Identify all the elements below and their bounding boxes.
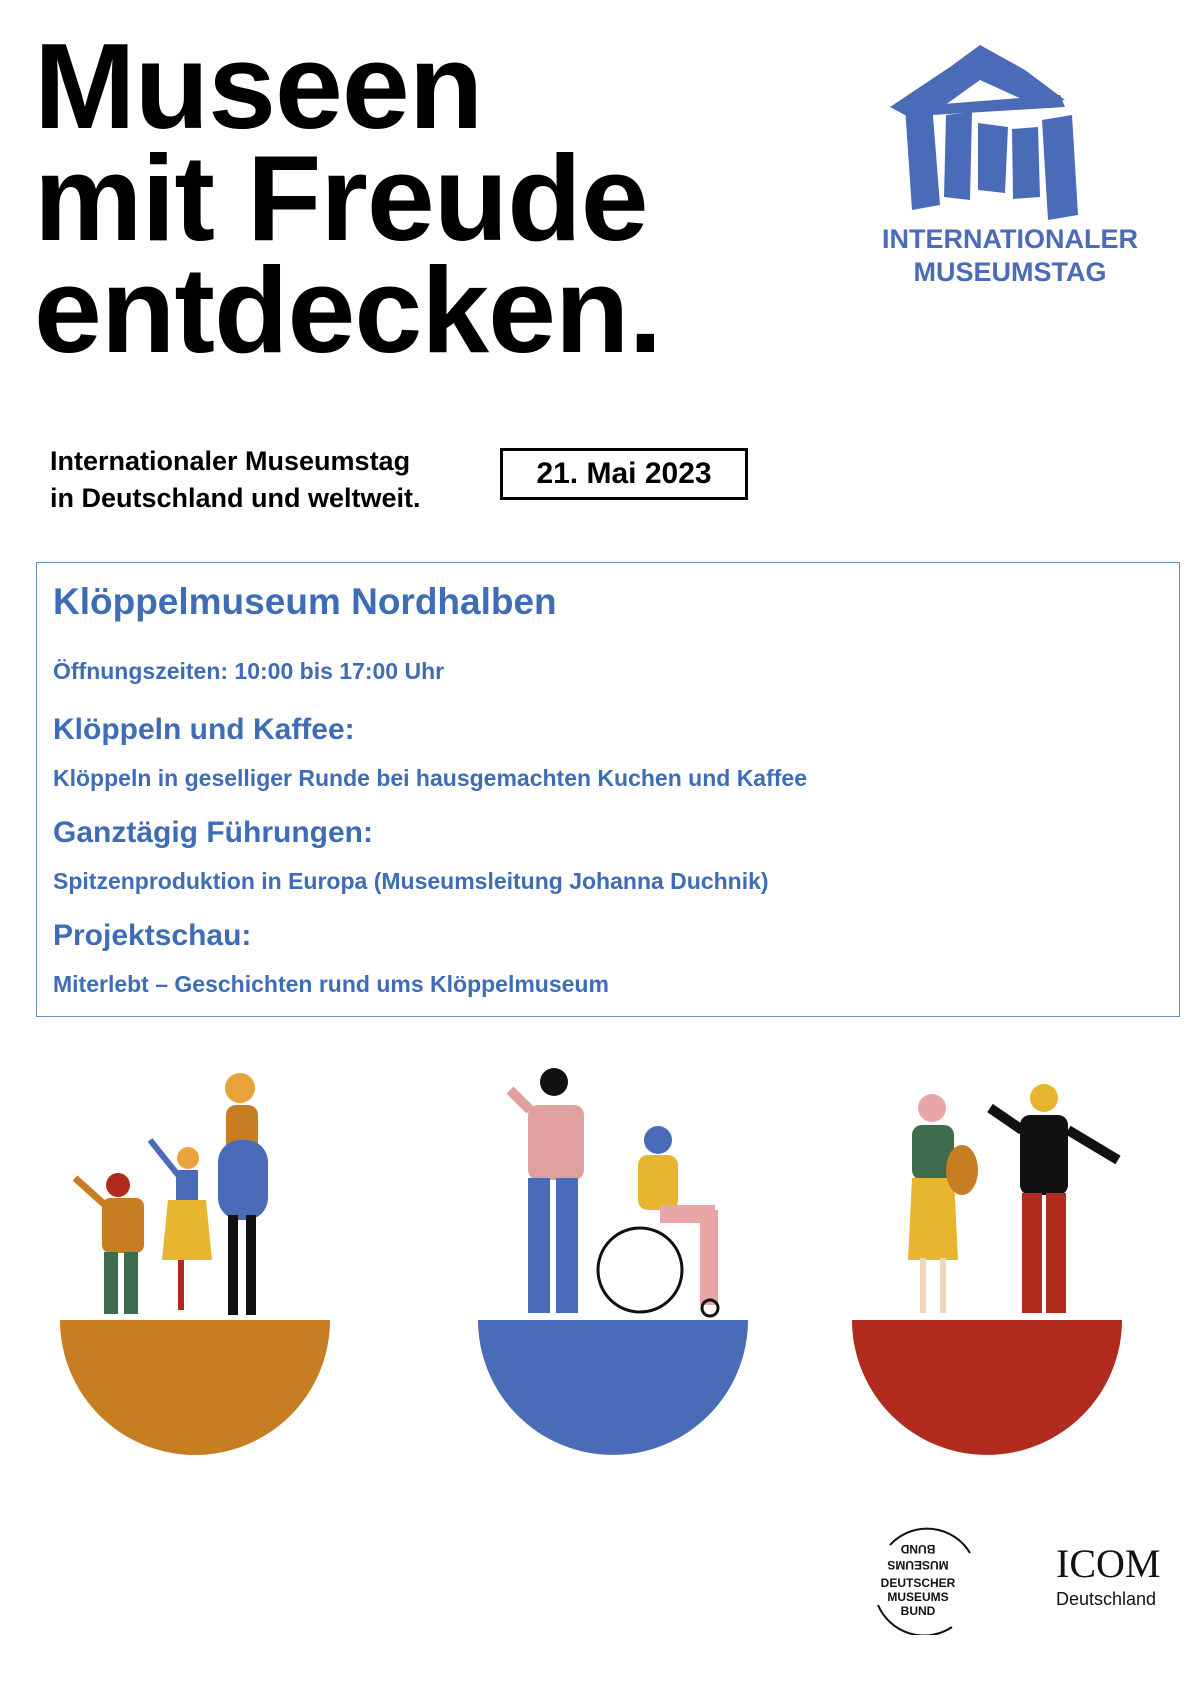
partner-logos [860,1525,1160,1635]
subline-line-1: Internationaler Museumstag [50,446,411,476]
icom-logo-icon [1056,1541,1160,1609]
icom-sub: Deutschland [1056,1589,1157,1609]
event-description: Spitzenproduktion in Europa (Museumsleitung Johanna Duchnik) [53,868,769,894]
dmb-line: MUSEUMS [887,1558,949,1572]
headline [34,18,662,378]
subline-line-2: in Deutschland und weltweit. [50,483,421,513]
headline-line-2: mit Freude [34,130,648,266]
visitors-illustration [0,1060,1201,1490]
event-description: Klöppeln in geselliger Runde bei hausgemachten Kuchen und Kaffee [53,765,808,791]
museumstag-logo-text [860,223,1160,289]
family-group-icon [60,1073,330,1455]
event-title: Projektschau: [53,919,252,952]
dmb-line: BUND [900,1542,936,1556]
subline [50,443,421,517]
museum-info-box [36,562,1180,1017]
logo-line-2: MUSEUMSTAG [913,257,1107,287]
dmb-line: DEUTSCHER [880,1576,956,1590]
event-title: Ganztägig Führungen: [53,816,373,849]
event-date: 21. Mai 2023 [500,448,748,500]
deutscher-museumsbund-logo-icon [878,1529,970,1635]
dmb-line: BUND [900,1604,936,1618]
headline-line-3: entdecken. [34,242,662,378]
event-title: Klöppeln und Kaffee: [53,713,355,746]
dmb-line: MUSEUMS [887,1590,949,1604]
logo-line-1: INTERNATIONALER [882,224,1138,254]
conversation-group-icon [852,1084,1122,1455]
headline-line-1: Museen [34,18,483,154]
opening-hours: Öffnungszeiten: 10:00 bis 17:00 Uhr [53,658,445,684]
wheelchair-group-icon [478,1068,748,1455]
icom-text: ICOM [1056,1541,1160,1586]
event-description: Miterlebt – Geschichten rund ums Klöppelmuseum [53,971,609,997]
museum-name: Klöppelmuseum Nordhalben [53,581,557,622]
